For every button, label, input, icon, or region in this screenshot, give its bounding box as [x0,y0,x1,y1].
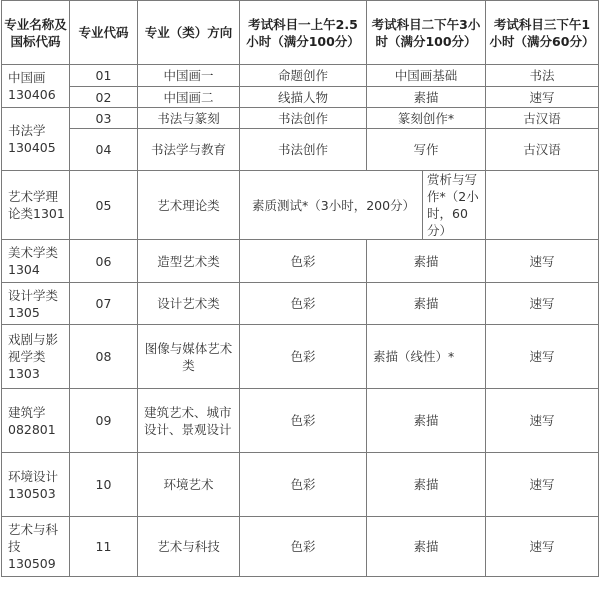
major-cell: 戏剧与影视学类1303 [2,325,70,389]
table-header-row [2,1,599,65]
code-cell: 09 [70,389,138,453]
header-exam2: 考试科目二下午3小时（满分100分） [367,1,486,65]
direction-cell: 中国画二 [138,87,240,108]
table-row [2,171,599,240]
exam2-cell: 素描 [367,87,486,108]
exam3-cell: 速写 [486,240,599,283]
exam2-cell: 素描 [367,453,486,517]
exam2-cell: 中国画基础 [367,65,486,87]
exam2-cell: 写作 [367,129,486,171]
exam1-cell: 色彩 [240,517,367,577]
code-cell: 04 [70,129,138,171]
code-cell: 03 [70,108,138,129]
exam3-cell [486,171,599,240]
exam3-cell: 书法 [486,65,599,87]
header-exam1: 考试科目一上午2.5小时（满分100分） [240,1,367,65]
header-direction: 专业（类）方向 [138,1,240,65]
table-row [2,65,599,87]
exam2-cell: 素描 [367,240,486,283]
quality-test-text: 素质测试*（3小时，200分） [240,171,423,239]
direction-cell: 书法学与教育 [138,129,240,171]
exam2-cell: 素描 [367,517,486,577]
direction-cell: 环境艺术 [138,453,240,517]
exam1-cell: 线描人物 [240,87,367,108]
exam3-cell: 速写 [486,389,599,453]
direction-cell: 艺术与科技 [138,517,240,577]
major-cell: 中国画130406 [2,65,70,108]
code-cell: 02 [70,87,138,108]
major-cell: 艺术学理论类1301 [2,171,70,240]
exam1-cell: 书法创作 [240,108,367,129]
major-cell: 环境设计130503 [2,453,70,517]
exam3-cell: 古汉语 [486,108,599,129]
header-major: 专业名称及国标代码 [2,1,70,65]
code-cell: 07 [70,283,138,325]
exam3-cell: 古汉语 [486,129,599,171]
exam3-cell: 速写 [486,517,599,577]
direction-cell: 造型艺术类 [138,240,240,283]
direction-cell: 建筑艺术、城市设计、景观设计 [138,389,240,453]
code-cell: 10 [70,453,138,517]
code-cell: 01 [70,65,138,87]
header-exam3: 考试科目三下午1小时（满分60分） [486,1,599,65]
exam1-cell: 书法创作 [240,129,367,171]
header-code: 专业代码 [70,1,138,65]
code-cell: 08 [70,325,138,389]
direction-cell: 图像与媒体艺术类 [138,325,240,389]
table-row [2,240,599,283]
exam3-cell: 速写 [486,453,599,517]
table-row [2,453,599,517]
exam1-cell: 色彩 [240,453,367,517]
code-cell: 06 [70,240,138,283]
exam3-cell: 速写 [486,325,599,389]
exam2-cell: 素描（线性）* [367,325,486,389]
appreciation-writing-text: 赏析与写作*（2小时，60分） [427,172,479,238]
direction-cell: 设计艺术类 [138,283,240,325]
table-row [2,283,599,325]
exam3-cell: 速写 [486,283,599,325]
exam3-cell: 速写 [486,87,599,108]
exam1-cell: 色彩 [240,240,367,283]
table-row [2,108,599,129]
direction-cell: 书法与篆刻 [138,108,240,129]
major-cell: 艺术与科技130509 [2,517,70,577]
exam2-cell: 素描 [367,389,486,453]
exam1-cell: 色彩 [240,389,367,453]
major-cell: 设计学类1305 [2,283,70,325]
exam1-cell [240,171,486,240]
exam2-cell: 素描 [367,283,486,325]
exam1-cell: 色彩 [240,325,367,389]
major-cell: 建筑学082801 [2,389,70,453]
table-row [2,129,599,171]
table-row [2,517,599,577]
major-cell: 美术学类1304 [2,240,70,283]
exam2-cell: 篆刻创作* [367,108,486,129]
code-cell: 05 [70,171,138,240]
exam1-cell: 色彩 [240,283,367,325]
direction-cell: 中国画一 [138,65,240,87]
exam1-cell: 命题创作 [240,65,367,87]
code-cell: 11 [70,517,138,577]
direction-cell: 艺术理论类 [138,171,240,240]
table-row [2,389,599,453]
table-row [2,325,599,389]
major-cell: 书法学130405 [2,108,70,171]
exam-subjects-table [1,0,599,577]
table-row [2,87,599,108]
